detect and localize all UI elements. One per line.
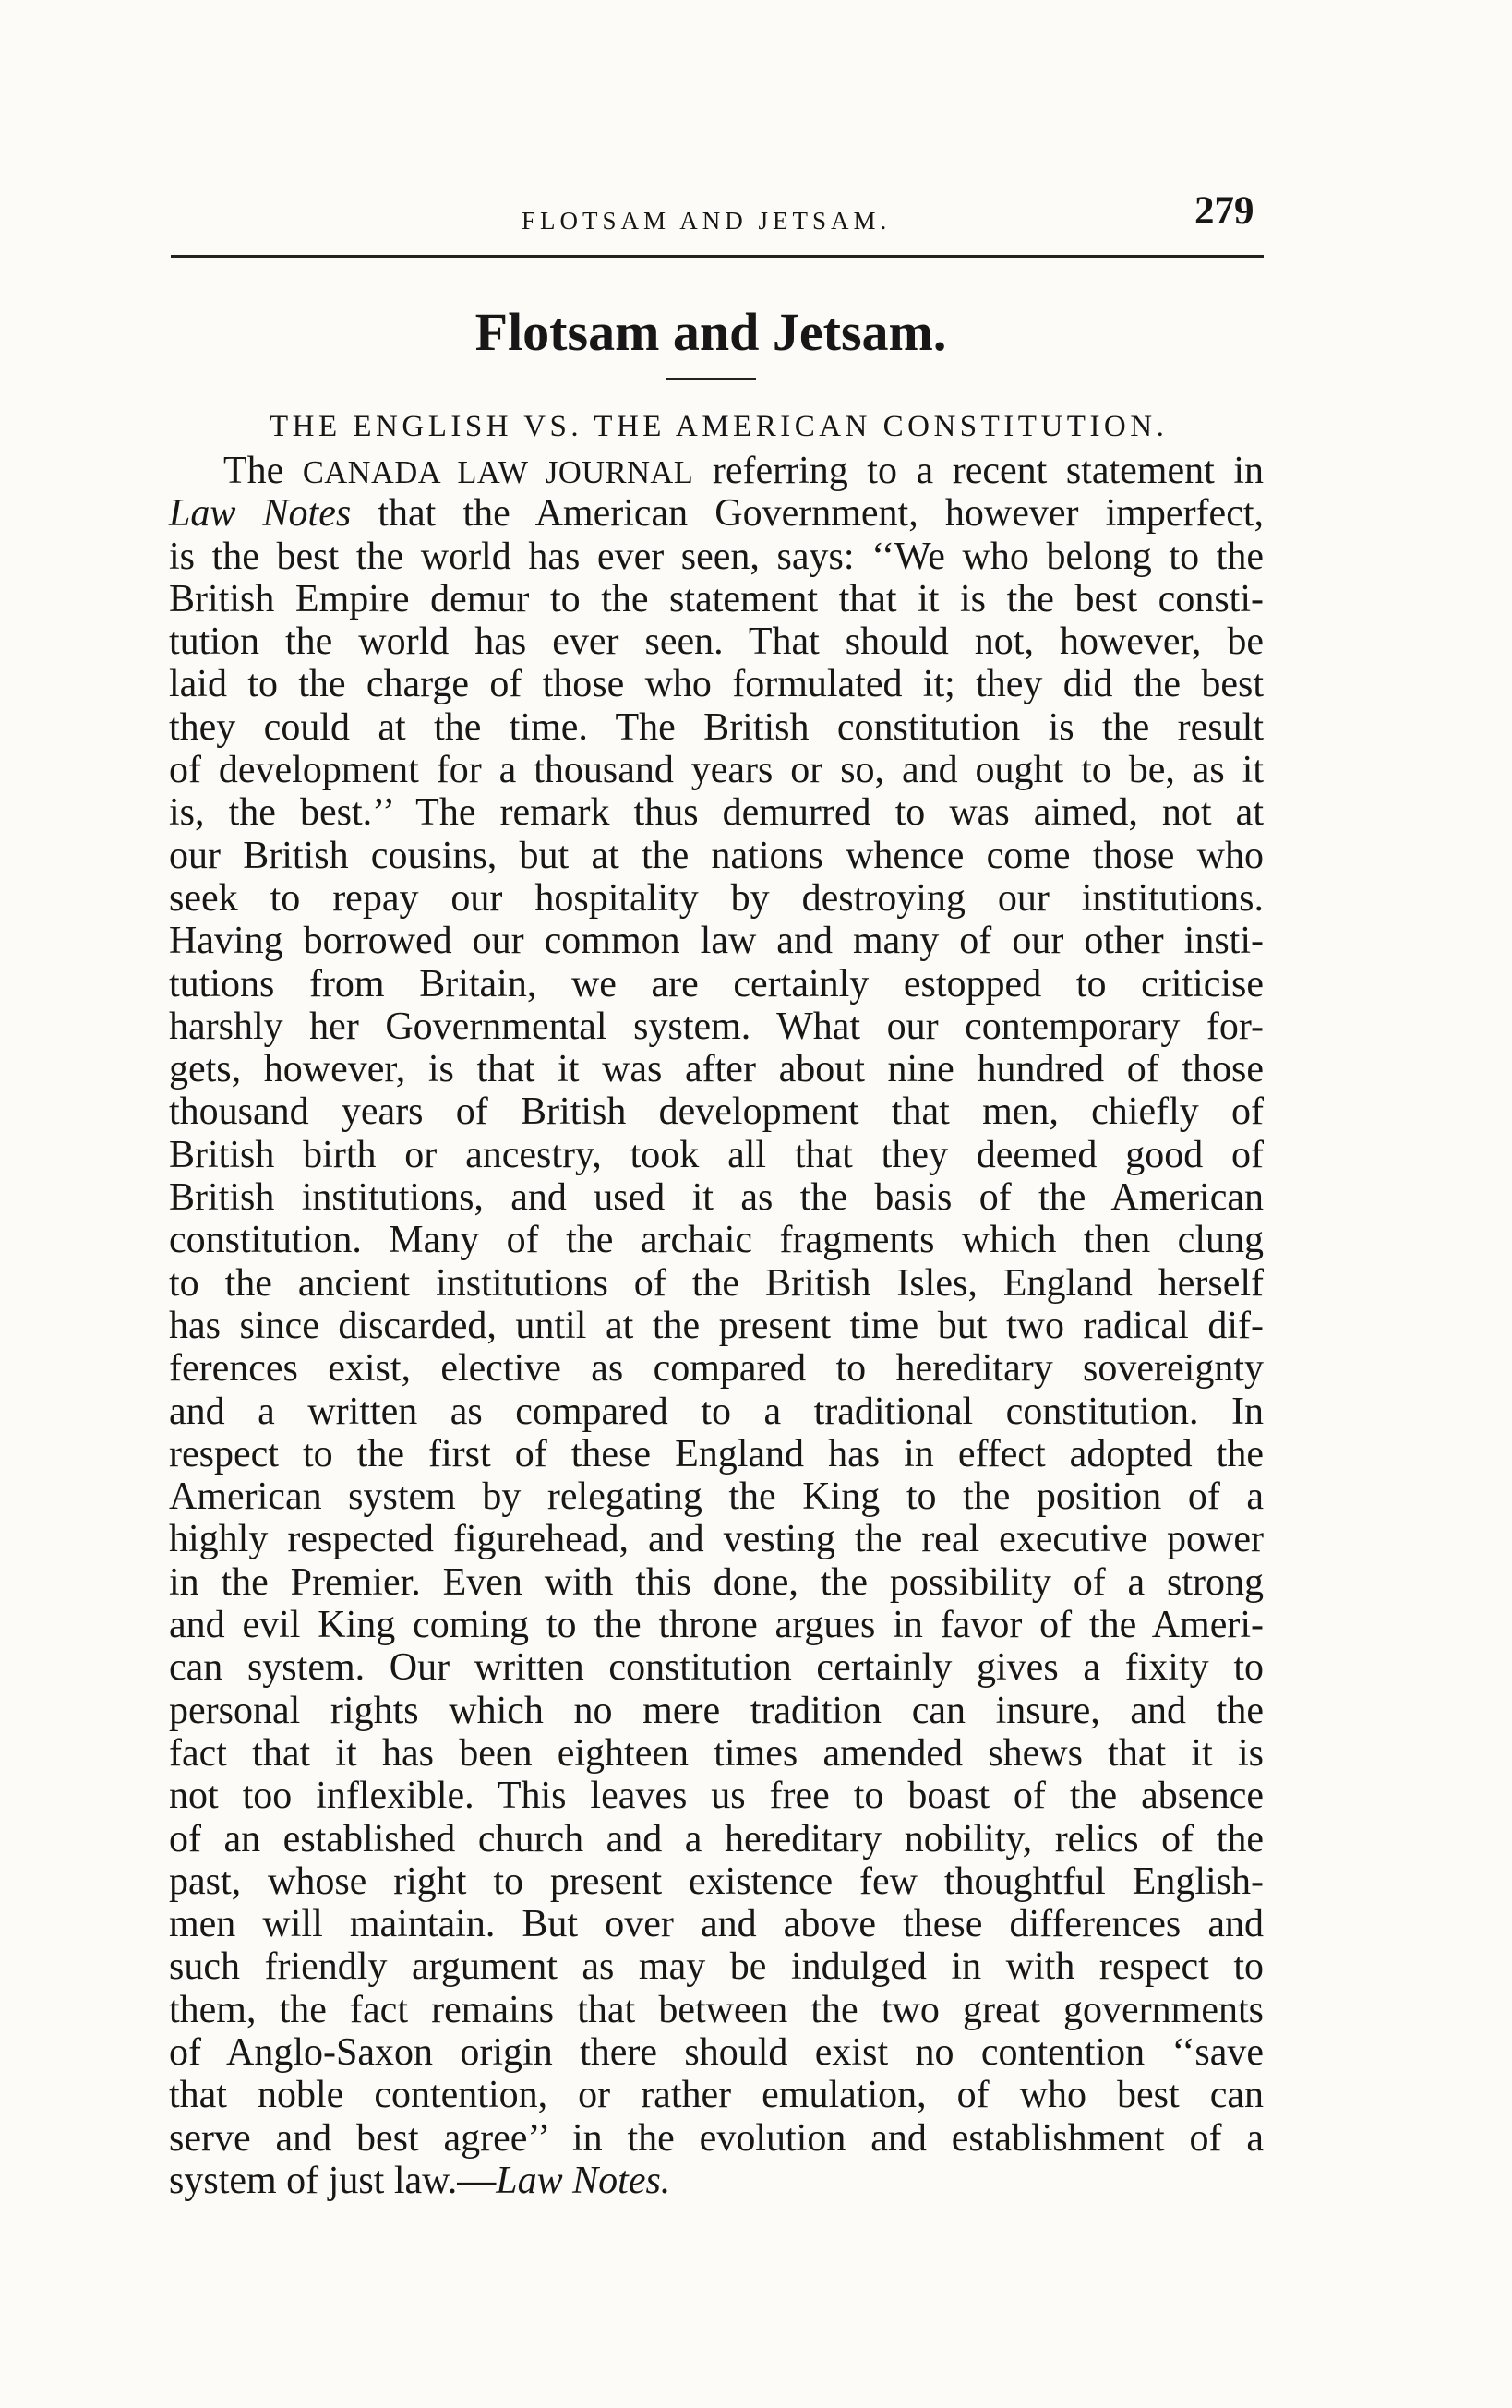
- text-line: highly respected figurehead, and vesting the real executive power: [169, 1518, 1264, 1561]
- text-line: seek to repay our hospitality by destroying our institutions.: [169, 876, 1264, 920]
- small-caps-text: CANADA LAW JOURNAL: [302, 455, 694, 490]
- text-line: American system by relegating the King to the position of a: [169, 1475, 1264, 1519]
- text-line: [169, 492, 1264, 535]
- text-line: of development for a thousand years or so, and ought to be, as it: [169, 749, 1264, 792]
- text-line: tutions from Britain, we are certainly estopped to criticise: [169, 962, 1264, 1005]
- header-rule: [171, 255, 1264, 258]
- page-number: 279: [1194, 189, 1254, 233]
- text-line: our British cousins, but at the nations whence come those who: [169, 834, 1264, 877]
- text-line: is the best the world has ever seen, says: ‘‘We who belong to the: [169, 535, 1264, 578]
- section-heading: THE ENGLISH VS. THE AMERICAN CONSTITUTION.: [270, 410, 1169, 443]
- text-line: ferences exist, elective as compared to hereditary sovereignty: [169, 1347, 1264, 1391]
- text-line: constitution. Many of the archaic fragments which then clung: [169, 1219, 1264, 1262]
- text-line: harshly her Governmental system. What our contemporary for-: [169, 1005, 1264, 1048]
- text-line: is, the best.’’ The remark thus demurred to was aimed, not at: [169, 791, 1264, 835]
- text-line: and a written as compared to a traditional constitution. In: [169, 1390, 1264, 1433]
- text-line: can system. Our written constitution certainly gives a fixity to: [169, 1646, 1264, 1690]
- text-line: British institutions, and used it as the basis of the American: [169, 1176, 1264, 1220]
- text-line: of Anglo-Saxon origin there should exist no contention ‘‘save: [169, 2030, 1264, 2074]
- text-line: in the Premier. Even with this done, the possibility of a strong: [169, 1560, 1264, 1604]
- text-line: Having borrowed our common law and many of our other insti-: [169, 920, 1264, 963]
- text-line: tution the world has ever seen. That should not, however, be: [169, 620, 1264, 664]
- text-line: British birth or ancestry, took all that they deemed good of: [169, 1133, 1264, 1176]
- text-line: has since discarded, until at the present time but two radical dif-: [169, 1304, 1264, 1347]
- article-body: [169, 450, 1264, 2202]
- text-line: serve and best agree’’ in the evolution and establishment of a: [169, 2116, 1264, 2160]
- text-line: [169, 2160, 1264, 2202]
- text-line: past, whose right to present existence few thoughtful English-: [169, 1860, 1264, 1903]
- italic-text: Law Notes.: [496, 2159, 671, 2202]
- text-line: personal rights which no mere tradition can insure, and the: [169, 1689, 1264, 1732]
- text-line: not too inflexible. This leaves us free to boast of the absence: [169, 1775, 1264, 1818]
- text-line: laid to the charge of those who formulated it; they did the best: [169, 663, 1264, 706]
- text-line: British Empire demur to the statement that it is the best consti-: [169, 577, 1264, 620]
- text-line: [169, 450, 1264, 492]
- text-line: respect to the first of these England has in effect adopted the: [169, 1432, 1264, 1475]
- italic-text: Law Notes: [169, 492, 352, 536]
- text-line: that noble contention, or rather emulation, of who best can: [169, 2074, 1264, 2117]
- text-line: such friendly argument as may be indulged in with respect to: [169, 1945, 1264, 1989]
- text-segment: The: [223, 450, 303, 492]
- running-header: FLOTSAM AND JETSAM.: [522, 207, 892, 235]
- text-segment: system of just law.—: [169, 2159, 497, 2202]
- text-line: to the ancient institutions of the British Isles, England herself: [169, 1261, 1264, 1305]
- text-line: men will maintain. But over and above these differences and: [169, 1903, 1264, 1946]
- text-segment: referring to a recent statement in: [693, 450, 1264, 492]
- text-line: fact that it has been eighteen times amended shews that it is: [169, 1731, 1264, 1775]
- text-line: gets, however, is that it was after about nine hundred of those: [169, 1048, 1264, 1091]
- article-title: Flotsam and Jetsam.: [474, 302, 947, 362]
- text-segment: that the American Government, however imperfect,: [351, 492, 1265, 536]
- text-line: they could at the time. The British constitution is the result: [169, 705, 1264, 749]
- text-line: and evil King coming to the throne argues in favor of the Ameri-: [169, 1604, 1264, 1647]
- text-line: of an established church and a hereditary nobility, relics of the: [169, 1817, 1264, 1860]
- title-rule: [666, 378, 756, 380]
- text-line: thousand years of British development that men, chiefly of: [169, 1090, 1264, 1134]
- text-line: them, the fact remains that between the two great governments: [169, 1988, 1264, 2031]
